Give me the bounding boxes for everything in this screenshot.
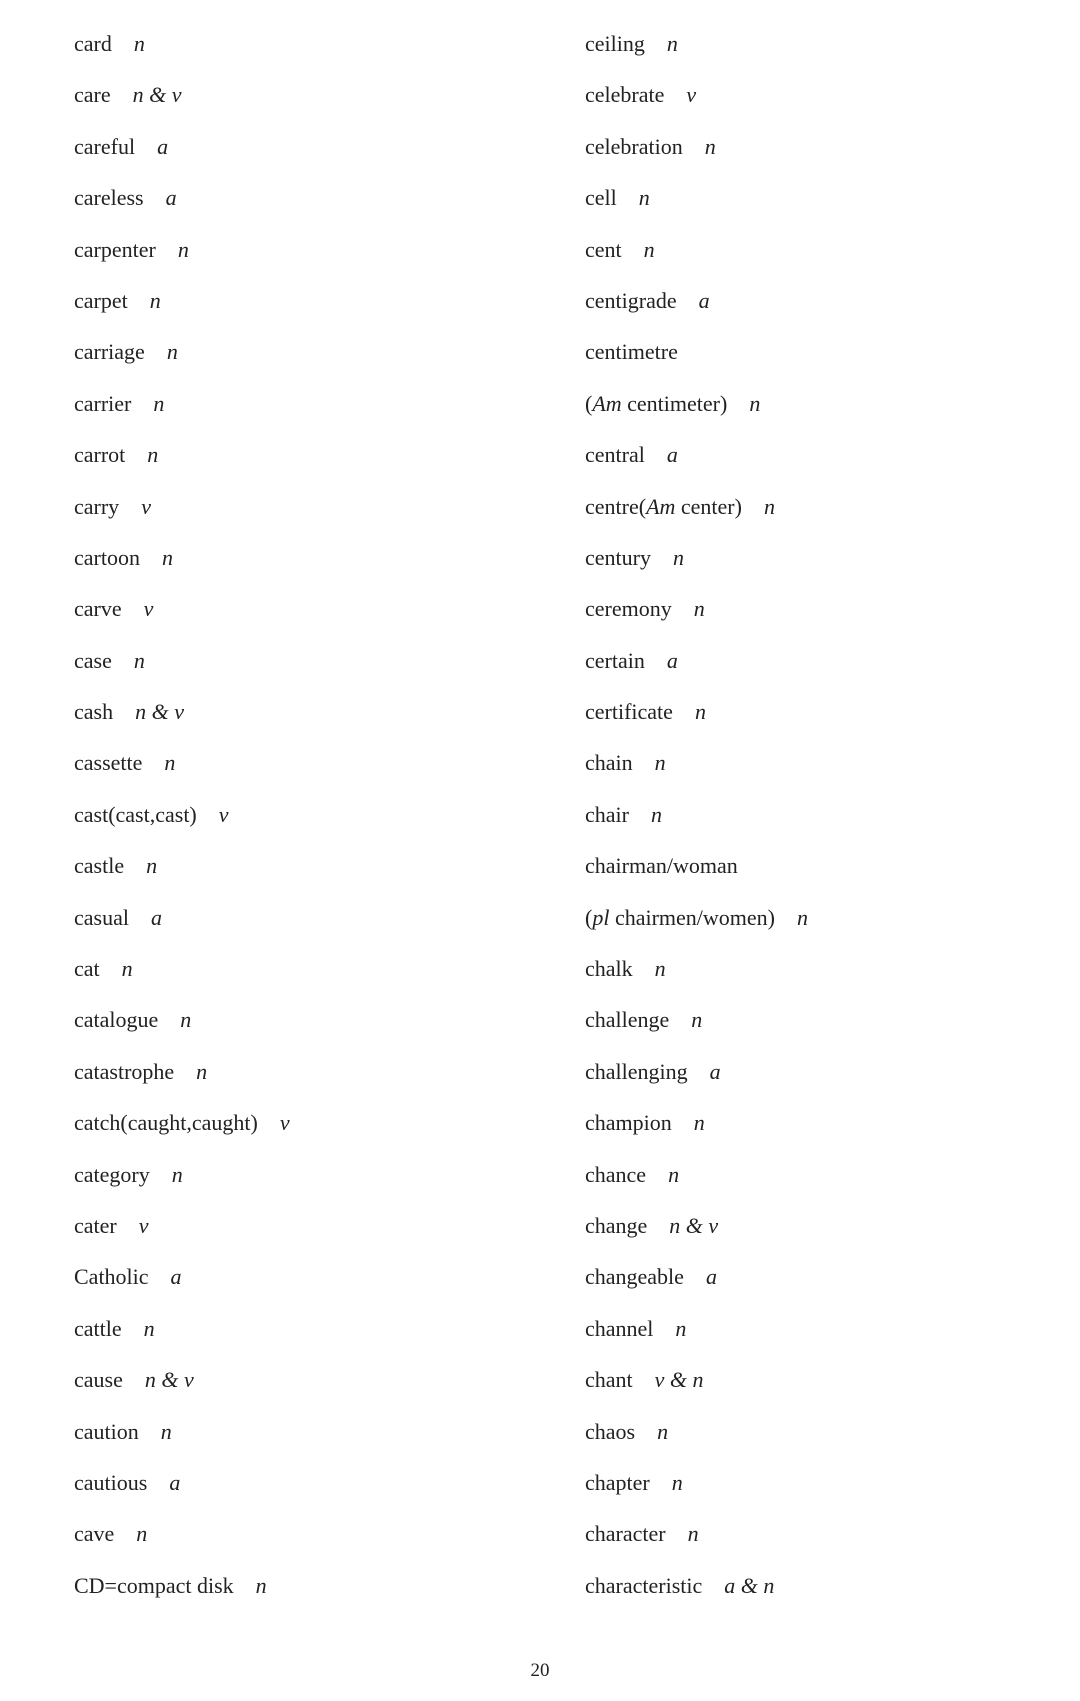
word-entry [74, 587, 554, 638]
headword [74, 648, 112, 673]
word-entry [74, 1564, 554, 1615]
part-of-speech: n [147, 442, 159, 468]
headword-text: card [74, 31, 112, 56]
word-entry [585, 1101, 1055, 1152]
word-entry [585, 947, 1055, 998]
part-of-speech: n [180, 1007, 192, 1033]
headword [74, 1316, 122, 1341]
headword-text: cassette [74, 750, 143, 776]
word-entry [585, 741, 1055, 792]
headword-label: pl [592, 904, 610, 930]
part-of-speech: v [141, 493, 151, 519]
word-entry [585, 73, 1055, 124]
word-entry [585, 998, 1055, 1049]
part-of-speech: n [136, 1521, 148, 1547]
word-entry [74, 433, 554, 484]
part-of-speech: n [654, 956, 666, 982]
word-entry [74, 1204, 554, 1255]
part-of-speech: n [643, 236, 655, 262]
headword-text: cell [585, 185, 617, 211]
word-entry [585, 1461, 1055, 1512]
headword-text: carpet [74, 287, 128, 313]
part-of-speech: n [693, 596, 705, 622]
headword-text: catalogue [74, 1007, 159, 1033]
headword [585, 82, 664, 107]
part-of-speech: n & v [132, 82, 182, 108]
part-of-speech: n [671, 1469, 683, 1495]
headword [74, 494, 119, 519]
headword-text: carriage [74, 339, 145, 365]
headword [74, 237, 156, 262]
word-entry [585, 536, 1055, 587]
word-entry [74, 1153, 554, 1204]
word-entry [585, 639, 1055, 690]
headword [74, 956, 100, 981]
headword-text: challenge [585, 1007, 670, 1033]
word-entry [585, 176, 1055, 227]
headword-text: ceremony [585, 596, 672, 622]
headword [585, 31, 645, 56]
headword-text: cause [74, 1367, 123, 1393]
word-entry [585, 896, 1055, 947]
part-of-speech: n [146, 853, 158, 879]
part-of-speech: n [255, 1572, 267, 1598]
part-of-speech: n [171, 1161, 183, 1187]
headword [585, 1521, 666, 1546]
word-entry [74, 176, 554, 227]
part-of-speech: n [133, 647, 145, 673]
word-entry [74, 1410, 554, 1461]
part-of-speech: n [196, 1058, 208, 1084]
word-entry [74, 1307, 554, 1358]
part-of-speech: n [161, 544, 173, 570]
word-entry [585, 485, 1055, 536]
headword [585, 1470, 650, 1495]
headword-text: care [74, 82, 111, 108]
word-entry [74, 947, 554, 998]
headword [74, 1521, 114, 1546]
part-of-speech: n [693, 1110, 705, 1136]
headword [585, 442, 645, 467]
word-entry [74, 1461, 554, 1512]
headword-text: certain [585, 647, 645, 673]
part-of-speech: a & n [724, 1572, 775, 1598]
headword-text: centigrade [585, 287, 677, 313]
headword [585, 391, 727, 416]
headword-text: CD=compact disk [74, 1572, 234, 1598]
headword [74, 134, 135, 159]
headword [585, 1573, 702, 1598]
headword-text: challenging [585, 1058, 688, 1084]
headword-text: careless [74, 185, 144, 211]
headword-text: category [74, 1161, 150, 1187]
headword-text: cater [74, 1212, 117, 1238]
headword [585, 134, 683, 159]
part-of-speech: a [698, 287, 710, 313]
headword [585, 699, 673, 724]
part-of-speech: n [668, 1161, 680, 1187]
word-entry [74, 330, 554, 381]
headword [585, 288, 677, 313]
headword-label: Am [646, 493, 676, 519]
headword-text: champion [585, 1110, 672, 1136]
word-entry [74, 1255, 554, 1306]
part-of-speech: n [143, 1315, 155, 1341]
part-of-speech: n [687, 1521, 699, 1547]
word-entry [585, 125, 1055, 176]
word-entry [74, 1101, 554, 1152]
headword-text: castle [74, 853, 125, 879]
word-entry [585, 330, 1055, 381]
headword-prefix: ( [585, 390, 593, 416]
part-of-speech: n [763, 493, 775, 519]
headword [74, 31, 112, 56]
headword-text: chairman/woman [585, 853, 738, 879]
headword [585, 1110, 672, 1135]
word-entry [585, 1050, 1055, 1101]
word-entry [585, 587, 1055, 638]
headword-text: channel [585, 1315, 654, 1341]
word-entry [74, 279, 554, 330]
headword [74, 802, 197, 827]
headword [585, 185, 617, 210]
part-of-speech: n [164, 750, 176, 776]
headword [585, 853, 738, 878]
part-of-speech: n [675, 1315, 687, 1341]
headword [74, 1573, 234, 1598]
headword [74, 1059, 174, 1084]
headword-text: cast(cast,cast) [74, 801, 197, 827]
part-of-speech: a [170, 1264, 182, 1290]
headword-text: carpenter [74, 236, 156, 262]
headword [585, 339, 678, 364]
part-of-speech: n [666, 31, 678, 56]
headword [74, 1213, 117, 1238]
headword-text: catastrophe [74, 1058, 175, 1084]
headword-text: character [585, 1521, 666, 1547]
part-of-speech: a [705, 1264, 717, 1290]
headword-text: Catholic [74, 1264, 149, 1290]
part-of-speech: n [797, 904, 809, 930]
part-of-speech: n [704, 133, 716, 159]
word-entry [74, 485, 554, 536]
word-entry [74, 690, 554, 741]
part-of-speech: a [157, 133, 169, 159]
part-of-speech: n [638, 185, 650, 211]
headword [74, 1264, 149, 1289]
headword [74, 1367, 123, 1392]
part-of-speech: n [153, 390, 165, 416]
headword-text: chant [585, 1367, 633, 1393]
part-of-speech: n [160, 1418, 172, 1444]
headword-text: change [585, 1212, 648, 1238]
headword-text: cash [74, 699, 114, 725]
headword-text: carry [74, 493, 120, 519]
headword-text: chalk [585, 956, 633, 982]
part-of-speech: n [694, 699, 706, 725]
headword-prefix: ( [585, 904, 593, 930]
right-word-column [585, 22, 1055, 1615]
word-entry [74, 382, 554, 433]
headword [585, 545, 651, 570]
headword [74, 1162, 150, 1187]
headword [585, 802, 629, 827]
part-of-speech: n [654, 750, 666, 776]
part-of-speech: n & v [144, 1367, 194, 1393]
headword-text: cattle [74, 1315, 122, 1341]
word-entry [74, 1358, 554, 1409]
word-entry [585, 228, 1055, 279]
headword [585, 1213, 647, 1238]
part-of-speech: a [666, 647, 678, 673]
word-entry [74, 741, 554, 792]
headword [585, 648, 645, 673]
part-of-speech: v [686, 82, 697, 108]
headword-text: celebration [585, 133, 683, 159]
headword-text: chairmen/women) [609, 904, 776, 930]
headword-text: certificate [585, 699, 673, 725]
headword [585, 1264, 684, 1289]
page-number: 20 [530, 1660, 550, 1681]
part-of-speech: n & v [135, 699, 184, 725]
part-of-speech: v [218, 801, 229, 827]
word-entry [585, 1204, 1055, 1255]
headword [74, 750, 142, 775]
headword [585, 1162, 646, 1187]
part-of-speech: v & n [654, 1367, 704, 1393]
headword-text: centimetre [585, 339, 678, 365]
headword-text: cent [585, 236, 622, 262]
headword-text: carrot [74, 442, 126, 468]
headword [74, 699, 113, 724]
word-entry [74, 639, 554, 690]
headword [585, 1367, 633, 1392]
part-of-speech: n [749, 390, 761, 416]
headword [585, 750, 633, 775]
headword [74, 1470, 147, 1495]
word-entry [74, 844, 554, 895]
headword-text: carrier [74, 390, 132, 416]
headword-text: centimeter) [621, 390, 728, 416]
headword [585, 1059, 688, 1084]
headword [74, 1419, 139, 1444]
headword [585, 494, 742, 519]
headword [74, 185, 144, 210]
part-of-speech: a [165, 185, 177, 211]
part-of-speech: n [149, 287, 161, 313]
word-entry [74, 793, 554, 844]
headword-text: cautious [74, 1469, 148, 1495]
part-of-speech: n [672, 544, 684, 570]
part-of-speech: a [169, 1469, 181, 1495]
word-entry [585, 22, 1055, 73]
word-entry [74, 536, 554, 587]
headword-text: chair [585, 801, 629, 827]
headword [585, 956, 633, 981]
word-entry [74, 998, 554, 1049]
headword-text: central [585, 442, 645, 468]
part-of-speech: n & v [669, 1212, 719, 1238]
part-of-speech: n [650, 801, 662, 827]
part-of-speech: a [666, 442, 678, 468]
headword [74, 82, 111, 107]
headword-text: caution [74, 1418, 139, 1444]
headword [74, 442, 125, 467]
word-entry [74, 896, 554, 947]
word-entry [74, 125, 554, 176]
headword [74, 288, 128, 313]
word-entry [585, 382, 1055, 433]
headword-text: cartoon [74, 544, 140, 570]
headword [585, 596, 672, 621]
headword-text: century [585, 544, 651, 570]
part-of-speech: n [121, 956, 133, 982]
headword-text: carve [74, 596, 122, 622]
headword-text: chapter [585, 1469, 650, 1495]
part-of-speech: n [657, 1418, 669, 1444]
headword-text: chance [585, 1161, 647, 1187]
word-entry [585, 1358, 1055, 1409]
headword-text: changeable [585, 1264, 684, 1290]
part-of-speech: v [143, 596, 154, 622]
headword [74, 545, 140, 570]
headword [74, 391, 131, 416]
headword [74, 853, 124, 878]
headword [585, 905, 775, 930]
word-entry [585, 844, 1055, 895]
headword [74, 339, 145, 364]
headword [585, 1419, 635, 1444]
headword [585, 237, 622, 262]
headword-text: celebrate [585, 82, 665, 108]
part-of-speech: v [279, 1110, 290, 1136]
headword-text: characteristic [585, 1572, 703, 1598]
headword-text: cave [74, 1521, 115, 1547]
word-entry [585, 1410, 1055, 1461]
part-of-speech: n [166, 339, 178, 365]
headword [585, 1316, 653, 1341]
word-entry [585, 1153, 1055, 1204]
word-entry [585, 793, 1055, 844]
word-entry [585, 1307, 1055, 1358]
word-entry [74, 73, 554, 124]
headword-text: cat [74, 956, 100, 982]
headword [74, 1007, 158, 1032]
headword-text: catch(caught,caught) [74, 1110, 258, 1136]
headword [74, 905, 129, 930]
headword-text: case [74, 647, 112, 673]
word-entry [585, 433, 1055, 484]
headword [74, 596, 122, 621]
part-of-speech: v [138, 1212, 149, 1238]
headword [585, 1007, 669, 1032]
part-of-speech: n [177, 236, 189, 262]
word-entry [585, 1512, 1055, 1563]
headword-text: chain [585, 750, 633, 776]
part-of-speech: a [709, 1058, 721, 1084]
headword-text: center) [675, 493, 742, 519]
word-entry [585, 690, 1055, 741]
headword-text: casual [74, 904, 129, 930]
part-of-speech: n [133, 31, 145, 56]
part-of-speech: a [150, 904, 162, 930]
word-entry [74, 228, 554, 279]
word-entry [585, 1255, 1055, 1306]
headword-label: Am [592, 390, 622, 416]
word-entry [74, 1512, 554, 1563]
word-entry [74, 22, 554, 73]
headword [74, 1110, 258, 1135]
word-entry [585, 279, 1055, 330]
headword-text: chaos [585, 1418, 636, 1444]
word-entry [585, 1564, 1055, 1615]
word-entry [74, 1050, 554, 1101]
part-of-speech: n [691, 1007, 703, 1033]
left-word-column [74, 22, 554, 1615]
headword-text: ceiling [585, 31, 645, 56]
headword-text: careful [74, 133, 136, 159]
headword-prefix: centre( [585, 493, 647, 519]
